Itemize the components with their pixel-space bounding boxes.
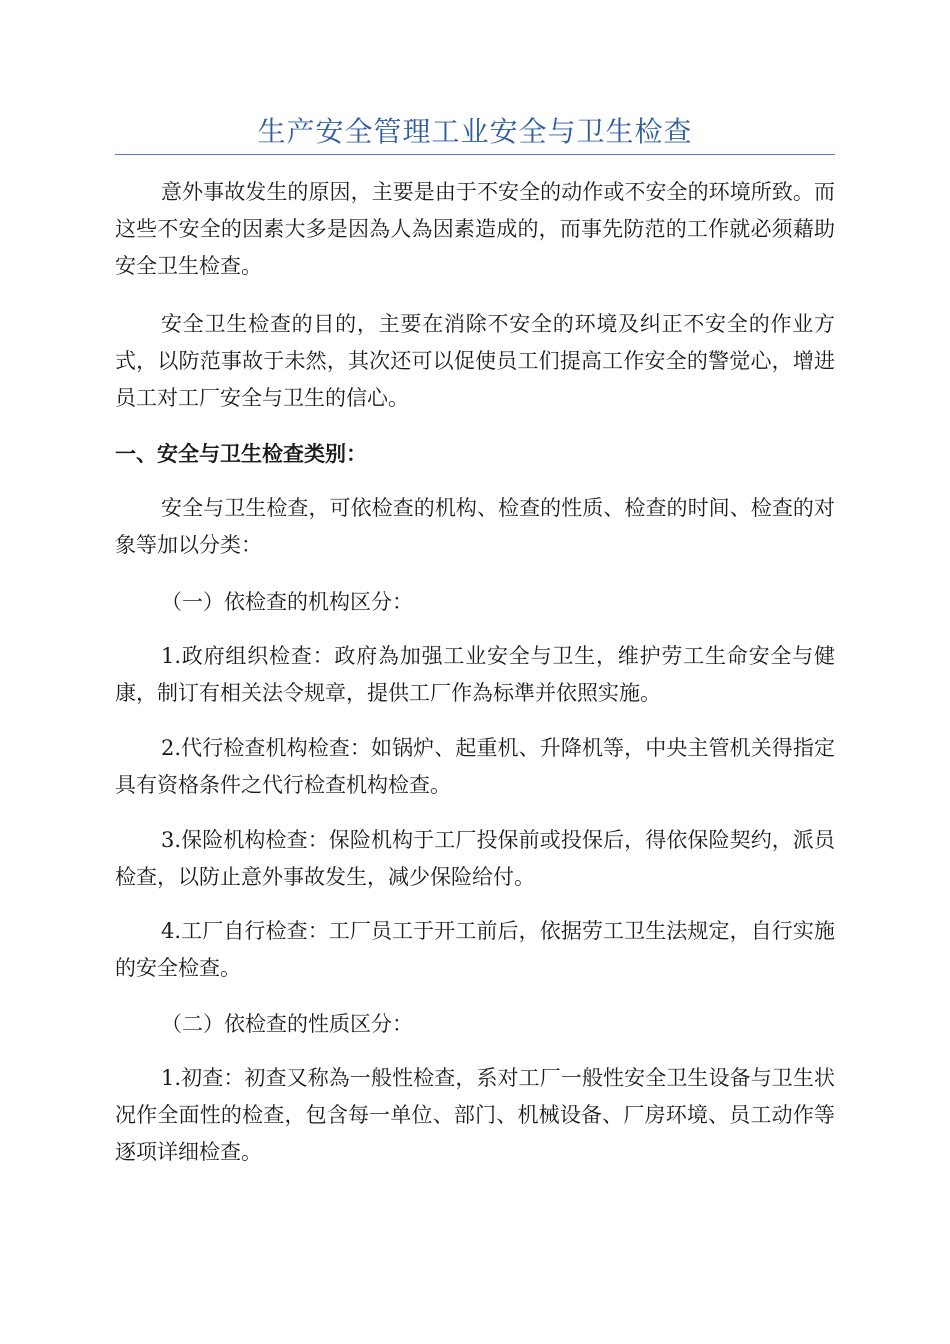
subheading-by-nature: （二）依检查的性质区分： <box>161 1012 413 1036</box>
paragraph-purpose: 安全卫生检查的目的，主要在消除不安全的环境及纠正不安全的作业方式，以防范事故于未然，其次还可以促使员工们提高工作安全的警觉心，增进员工对工厂安全与卫生的信心。 <box>115 312 835 410</box>
list-item-agent-inspection: 2.代行检查机构检查：如锅炉、起重机、升降机等，中央主管机关得指定具有资格条件之代行检查机构检查。 <box>115 736 835 797</box>
paragraph-classification: 安全与卫生检查，可依检查的机构、检查的性质、检查的时间、检查的对象等加以分类： <box>115 496 835 557</box>
document-title: 生产安全管理工业安全与卫生检查 <box>257 115 693 148</box>
list-item-government-inspection: 1.政府组织检查：政府為加强工业安全与卫生，维护劳工生命安全与健康，制订有相关法令规章，提供工厂作為标準并依照实施。 <box>115 644 835 705</box>
section-heading-categories: 一、安全与卫生检查类别： <box>115 442 367 466</box>
list-item-initial-inspection: 1.初查：初查又称為一般性检查，系对工厂一般性安全卫生设备与卫生状况作全面性的检查，包含每一单位、部门、机械设备、厂房环境、员工动作等逐项详细检查。 <box>115 1066 835 1164</box>
list-item-insurance-inspection: 3.保险机构检查：保险机构于工厂投保前或投保后，得依保险契约，派员检查，以防止意外事故发生，减少保险给付。 <box>115 828 835 889</box>
list-item-self-inspection: 4.工厂自行检查：工厂员工于开工前后，依据劳工卫生法规定，自行实施的安全检查。 <box>115 919 835 980</box>
paragraph-cause: 意外事故发生的原因，主要是由于不安全的动作或不安全的环境所致。而这些不安全的因素大多是因為人為因素造成的，而事先防范的工作就必须藉助安全卫生检查。 <box>115 180 835 278</box>
subheading-by-agency: （一）依检查的机构区分： <box>161 590 413 614</box>
title-underline <box>115 154 835 155</box>
